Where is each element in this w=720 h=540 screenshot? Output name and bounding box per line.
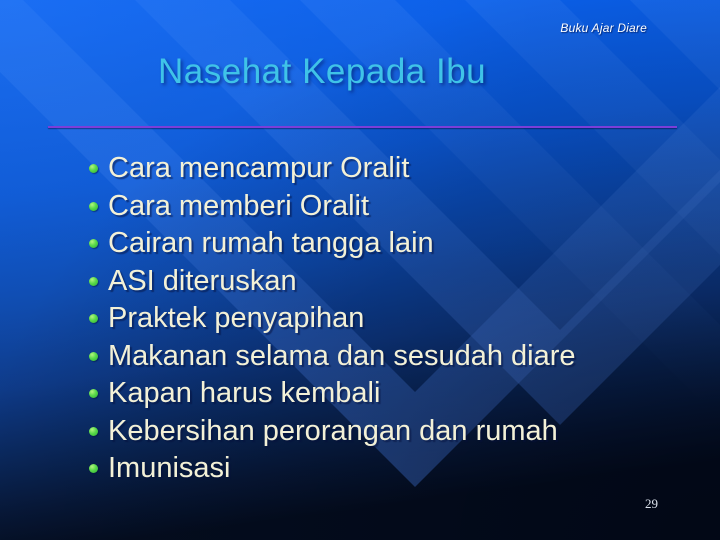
list-item: [89, 450, 699, 488]
page-number: 29: [645, 496, 658, 511]
list-item-text: Kebersihan perorangan dan rumah: [108, 414, 558, 447]
bullet-icon: [89, 239, 98, 248]
bullet-icon: [89, 427, 98, 436]
list-item-text: Cairan rumah tangga lain: [108, 227, 434, 259]
list-item-text: Imunisasi: [108, 452, 231, 484]
list-item: [89, 338, 699, 376]
bullet-icon: [89, 314, 98, 323]
list-item: [89, 188, 699, 226]
title-divider-line: [48, 126, 677, 128]
bullet-icon: [89, 389, 98, 398]
list-item: [89, 225, 699, 263]
list-item-text: Cara mencampur Oralit: [108, 152, 410, 184]
list-item: [89, 150, 699, 188]
bullet-icon: [89, 277, 98, 286]
list-item: [89, 413, 699, 451]
list-item-text: Cara memberi Oralit: [108, 189, 370, 222]
slide-title: Nasehat Kepada Ibu: [158, 52, 487, 91]
bullet-icon: [89, 352, 98, 361]
bullet-list: [89, 150, 699, 488]
bullet-icon: [89, 202, 98, 211]
list-item: [89, 300, 699, 338]
list-item-text: Praktek penyapihan: [108, 302, 365, 334]
bullet-icon: [89, 464, 98, 473]
list-item-text: Kapan harus kembali: [108, 377, 381, 409]
bullet-icon: [89, 164, 98, 173]
list-item: [89, 263, 699, 301]
list-item: [89, 375, 699, 413]
list-item-text: ASI diteruskan: [108, 264, 297, 297]
header-reference: Buku Ajar Diare: [560, 21, 647, 35]
list-item-text: Makanan selama dan sesudah diare: [108, 339, 576, 372]
